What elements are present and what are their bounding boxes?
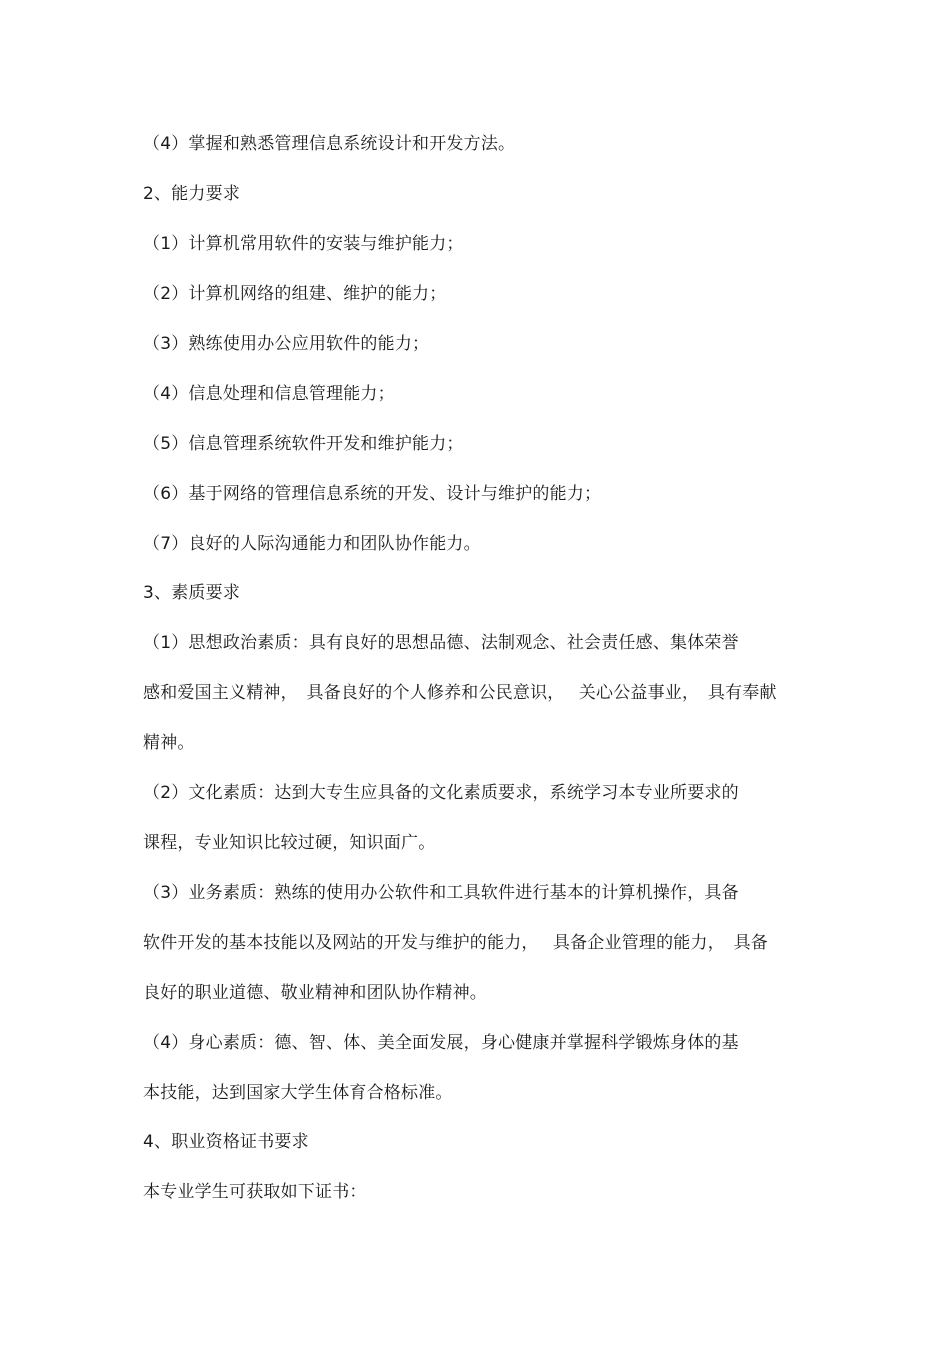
quality-item-2-line-2: 课程，专业知识比较过硬，知识面广。 <box>143 833 436 853</box>
ability-item-6: （6）基于网络的管理信息系统的开发、设计与维护的能力； <box>143 484 602 504</box>
section-heading-certificate: 4、职业资格证书要求 <box>143 1132 309 1152</box>
quality-item-2-line-1: （2）文化素质：达到大专生应具备的文化素质要求，系统学习本专业所要求的 <box>143 783 739 803</box>
ability-item-1: （1）计算机常用软件的安装与维护能力； <box>143 234 464 254</box>
ability-item-3: （3）熟练使用办公应用软件的能力； <box>143 334 430 354</box>
quality-item-4-line-2: 本技能，达到国家大学生体育合格标准。 <box>143 1083 453 1103</box>
knowledge-item-4: （4）掌握和熟悉管理信息系统设计和开发方法。 <box>143 134 516 154</box>
quality-item-3-line-1: （3）业务素质：熟练的使用办公软件和工具软件进行基本的计算机操作，具备 <box>143 883 739 903</box>
quality-item-1-line-3: 精神。 <box>143 733 195 753</box>
section-heading-quality: 3、素质要求 <box>143 583 241 603</box>
ability-item-2: （2）计算机网络的组建、维护的能力； <box>143 284 447 304</box>
ability-item-7: （7）良好的人际沟通能力和团队协作能力。 <box>143 534 481 554</box>
quality-item-3-line-2: 软件开发的基本技能以及网站的开发与维护的能力， 具备企业管理的能力， 具备 <box>143 933 769 953</box>
ability-item-5: （5）信息管理系统软件开发和维护能力； <box>143 434 464 454</box>
quality-item-1-line-2: 感和爱国主义精神， 具备良好的个人修养和公民意识， 关心公益事业， 具有奉献 <box>143 683 777 703</box>
certificate-intro: 本专业学生可获取如下证书： <box>143 1182 367 1202</box>
quality-item-1-line-1: （1）思想政治素质：具有良好的思想品德、法制观念、社会责任感、集体荣誉 <box>143 633 739 653</box>
section-heading-ability: 2、能力要求 <box>143 184 241 204</box>
ability-item-4: （4）信息处理和信息管理能力； <box>143 384 395 404</box>
quality-item-4-line-1: （4）身心素质：德、智、体、美全面发展，身心健康并掌握科学锻炼身体的基 <box>143 1033 739 1053</box>
quality-item-3-line-3: 良好的职业道德、敬业精神和团队协作精神。 <box>143 983 487 1003</box>
